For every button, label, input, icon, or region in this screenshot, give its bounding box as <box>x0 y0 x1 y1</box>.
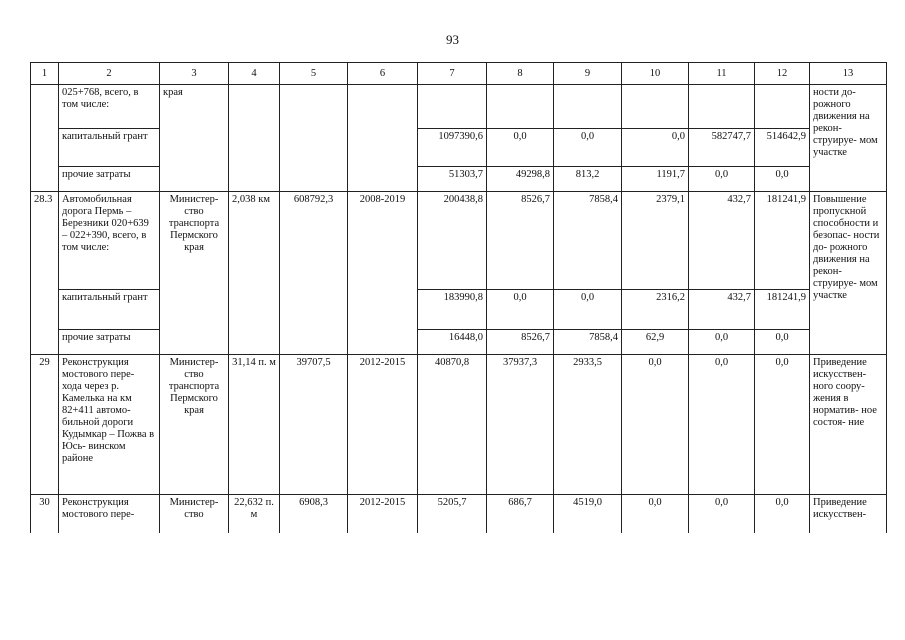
object-name: 025+768, всего, в том числе: <box>59 85 160 129</box>
col-header: 10 <box>622 63 689 85</box>
value-cell: 0,0 <box>689 167 755 192</box>
value-cell: 0,0 <box>755 355 810 495</box>
value-cell: 0,0 <box>487 290 554 330</box>
object-name: Автомобильная дорога Пермь – Березники 020+639 – 022+390, всего, в том числе: <box>59 192 160 290</box>
length <box>229 85 280 192</box>
col-header: 6 <box>348 63 418 85</box>
sub-label: прочие затраты <box>59 330 160 355</box>
value-cell: 37937,3 <box>487 355 554 495</box>
value-cell <box>622 85 689 129</box>
value-cell: 2316,2 <box>622 290 689 330</box>
value-cell: 1097390,6 <box>418 129 487 167</box>
value-cell: 1191,7 <box>622 167 689 192</box>
value-cell <box>755 85 810 129</box>
organization: Министер- ство транспорта Пермского края <box>160 192 229 355</box>
value-cell: 0,0 <box>487 129 554 167</box>
sub-label: капитальный грант <box>59 290 160 330</box>
value-cell: 2933,5 <box>554 355 622 495</box>
value-cell: 200438,8 <box>418 192 487 290</box>
period: 2008-2019 <box>348 192 418 355</box>
value-cell: 514642,9 <box>755 129 810 167</box>
value-cell: 0,0 <box>689 330 755 355</box>
value-cell: 0,0 <box>622 129 689 167</box>
value-cell: 62,9 <box>622 330 689 355</box>
value-cell: 0,0 <box>689 355 755 495</box>
organization: Министер- ство <box>160 495 229 533</box>
purpose: Повышение пропускной способности и безопас- ности до- рожного движения на рекон- струируе- мом участке <box>810 192 887 355</box>
length: 31,14 п. м <box>229 355 280 495</box>
value-cell: 16448,0 <box>418 330 487 355</box>
total-cost: 608792,3 <box>280 192 348 355</box>
value-cell: 686,7 <box>487 495 554 533</box>
value-cell: 51303,7 <box>418 167 487 192</box>
value-cell: 0,0 <box>554 129 622 167</box>
col-header: 7 <box>418 63 487 85</box>
object-name: Реконструкция мостового пере- <box>59 495 160 533</box>
purpose: Приведение искусствен- ного соору- жения в норматив- ное состоя- ние <box>810 355 887 495</box>
value-cell: 0,0 <box>689 495 755 533</box>
value-cell: 432,7 <box>689 192 755 290</box>
value-cell: 7858,4 <box>554 330 622 355</box>
purpose: Приведение искусствен- <box>810 495 887 533</box>
value-cell <box>689 85 755 129</box>
period: 2012-2015 <box>348 355 418 495</box>
col-header: 8 <box>487 63 554 85</box>
value-cell <box>418 85 487 129</box>
value-cell: 813,2 <box>554 167 622 192</box>
value-cell: 7858,4 <box>554 192 622 290</box>
table-row <box>31 167 887 192</box>
value-cell: 183990,8 <box>418 290 487 330</box>
col-header: 2 <box>59 63 160 85</box>
table-row <box>31 85 887 129</box>
value-cell: 0,0 <box>755 495 810 533</box>
total-cost: 6908,3 <box>280 495 348 533</box>
table-row <box>31 495 887 533</box>
value-cell <box>487 85 554 129</box>
value-cell: 0,0 <box>622 355 689 495</box>
period: 2012-2015 <box>348 495 418 533</box>
col-header: 9 <box>554 63 622 85</box>
table-row <box>31 192 887 290</box>
total-cost: 39707,5 <box>280 355 348 495</box>
length: 2,038 км <box>229 192 280 355</box>
purpose: ности до- рожного движения на рекон- струируе- мом участке <box>810 85 887 192</box>
value-cell: 8526,7 <box>487 192 554 290</box>
page-number: 93 <box>446 32 459 47</box>
table-row <box>31 129 887 167</box>
row-number: 30 <box>31 495 59 533</box>
value-cell: 0,0 <box>755 330 810 355</box>
value-cell: 181241,9 <box>755 192 810 290</box>
value-cell <box>554 85 622 129</box>
length: 22,632 п. м <box>229 495 280 533</box>
value-cell: 432,7 <box>689 290 755 330</box>
row-number <box>31 85 59 192</box>
sub-label: капитальный грант <box>59 129 160 167</box>
col-header: 11 <box>689 63 755 85</box>
investment-table <box>30 62 887 533</box>
sub-label: прочие затраты <box>59 167 160 192</box>
col-header: 4 <box>229 63 280 85</box>
organization: края <box>160 85 229 192</box>
value-cell: 4519,0 <box>554 495 622 533</box>
col-header: 1 <box>31 63 59 85</box>
value-cell: 0,0 <box>554 290 622 330</box>
table-row <box>31 290 887 330</box>
value-cell: 5205,7 <box>418 495 487 533</box>
value-cell: 0,0 <box>622 495 689 533</box>
value-cell: 0,0 <box>755 167 810 192</box>
value-cell: 181241,9 <box>755 290 810 330</box>
object-name: Реконструкция мостового пере- хода через р. Камелька на км 82+411 автомо- бильной дороги Кудымкар – Пожва в Юсь- винском районе <box>59 355 160 495</box>
col-header: 5 <box>280 63 348 85</box>
col-header: 12 <box>755 63 810 85</box>
value-cell: 582747,7 <box>689 129 755 167</box>
organization: Министер- ство транспорта Пермского края <box>160 355 229 495</box>
row-number: 28.3 <box>31 192 59 355</box>
col-header: 3 <box>160 63 229 85</box>
table-row <box>31 355 887 495</box>
row-number: 29 <box>31 355 59 495</box>
value-cell: 49298,8 <box>487 167 554 192</box>
col-header: 13 <box>810 63 887 85</box>
value-cell: 40870,8 <box>418 355 487 495</box>
header-row <box>31 63 887 85</box>
value-cell: 2379,1 <box>622 192 689 290</box>
value-cell: 8526,7 <box>487 330 554 355</box>
table-row <box>31 330 887 355</box>
total-cost <box>280 85 348 192</box>
period <box>348 85 418 192</box>
